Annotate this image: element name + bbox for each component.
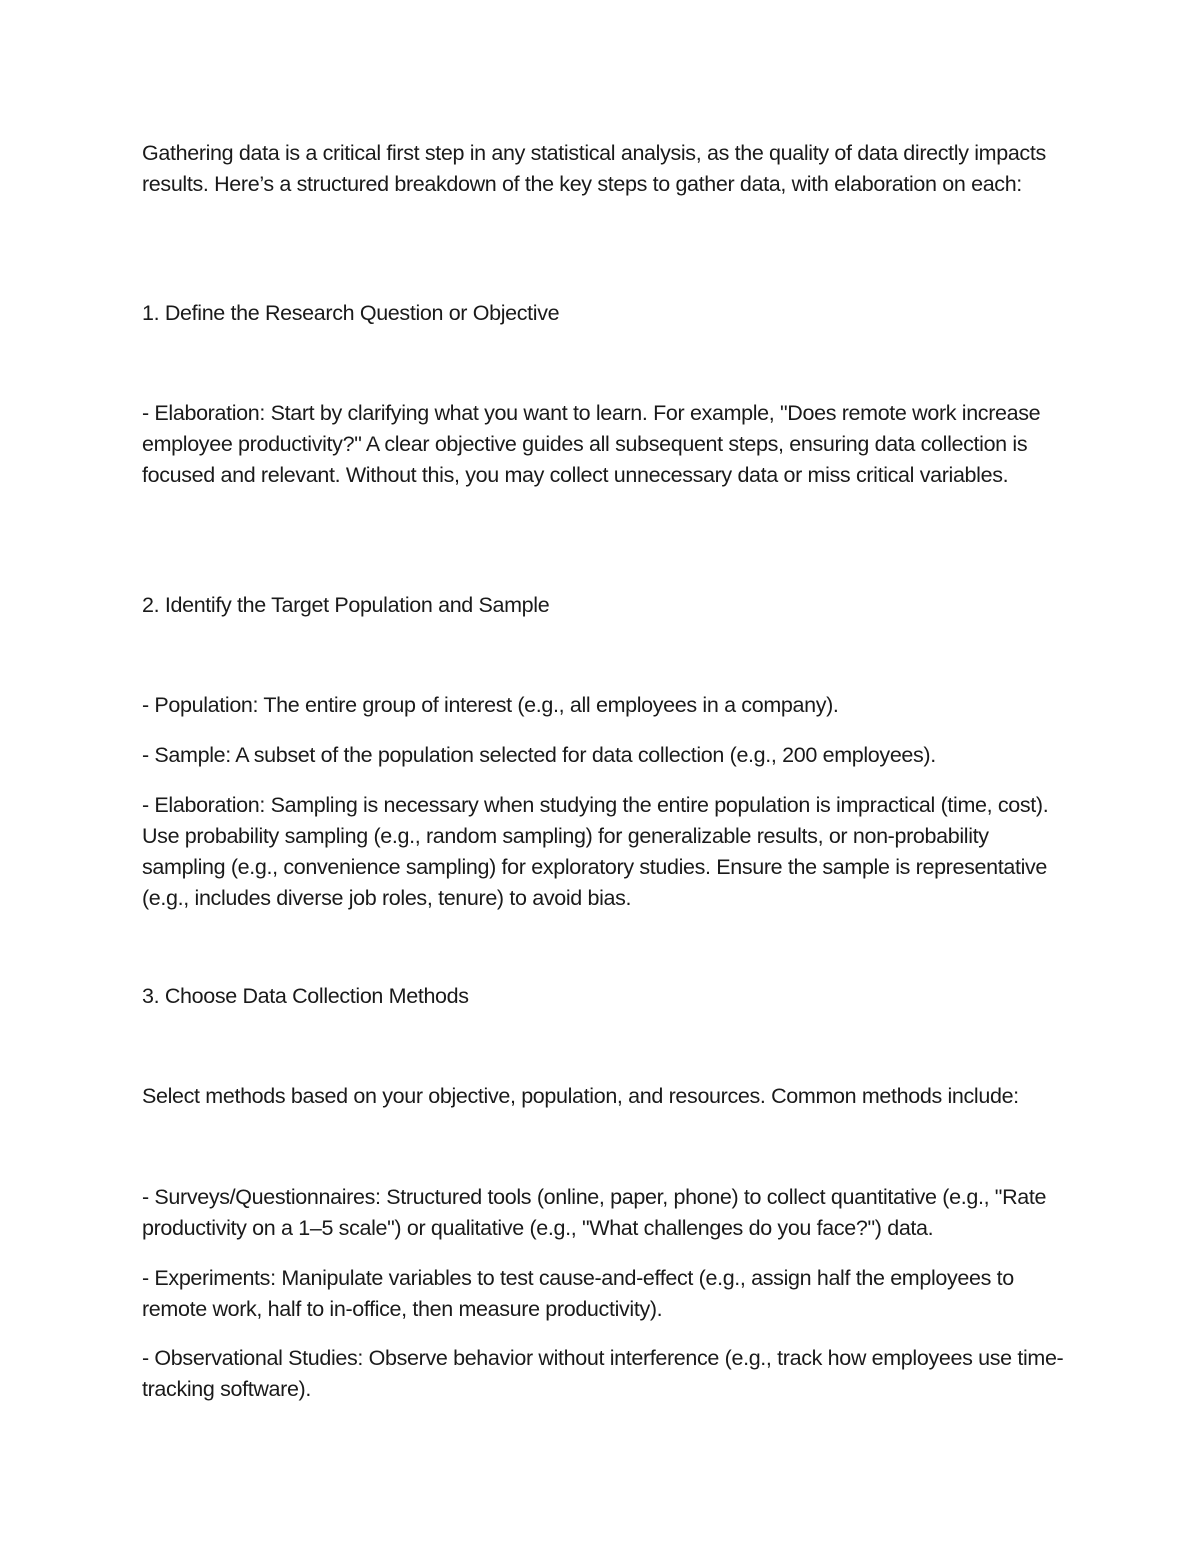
section-2-heading: 2. Identify the Target Population and Sample — [142, 593, 550, 617]
section-2-elaboration: - Elaboration: Sampling is necessary when studying the entire population is impractical (time, cost). Use probability sampling (e.g., random sampling) for generalizable results, or non-probability sampling (e.g., convenience sampling) for exploratory studies. Ensure the sample is representative (e.g., includes diverse job roles, tenure) to avoid bias. — [142, 793, 1049, 910]
section-3-surveys: - Surveys/Questionnaires: Structured tools (online, paper, phone) to collect quantitative (e.g., "Rate productivity on a 1–5 scale") or qualitative (e.g., "What challenges do you face?") data. — [142, 1185, 1047, 1240]
intro-paragraph: Gathering data is a critical first step in any statistical analysis, as the quality of data directly impacts results. Here’s a structured breakdown of the key steps to gather data, with elaboration on each: — [142, 141, 1046, 196]
section-2-sample: - Sample: A subset of the population selected for data collection (e.g., 200 employees). — [142, 743, 936, 767]
section-3-observational: - Observational Studies: Observe behavior without interference (e.g., track how employees use time-tracking software). — [142, 1346, 1064, 1401]
section-3-experiments: - Experiments: Manipulate variables to test cause-and-effect (e.g., assign half the employees to remote work, half to in-office, then measure productivity). — [142, 1266, 1014, 1321]
section-3-heading: 3. Choose Data Collection Methods — [142, 984, 469, 1008]
section-3-intro: Select methods based on your objective, population, and resources. Common methods include: — [142, 1084, 1019, 1108]
section-1-elaboration: - Elaboration: Start by clarifying what you want to learn. For example, "Does remote work increase employee productivity?" A clear objective guides all subsequent steps, ensuring data collection is focused and relevant. Without this, you may collect unnecessary data or miss critical variables. — [142, 401, 1041, 487]
section-2-population: - Population: The entire group of interest (e.g., all employees in a company). — [142, 693, 839, 717]
section-1-heading: 1. Define the Research Question or Objective — [142, 301, 560, 325]
